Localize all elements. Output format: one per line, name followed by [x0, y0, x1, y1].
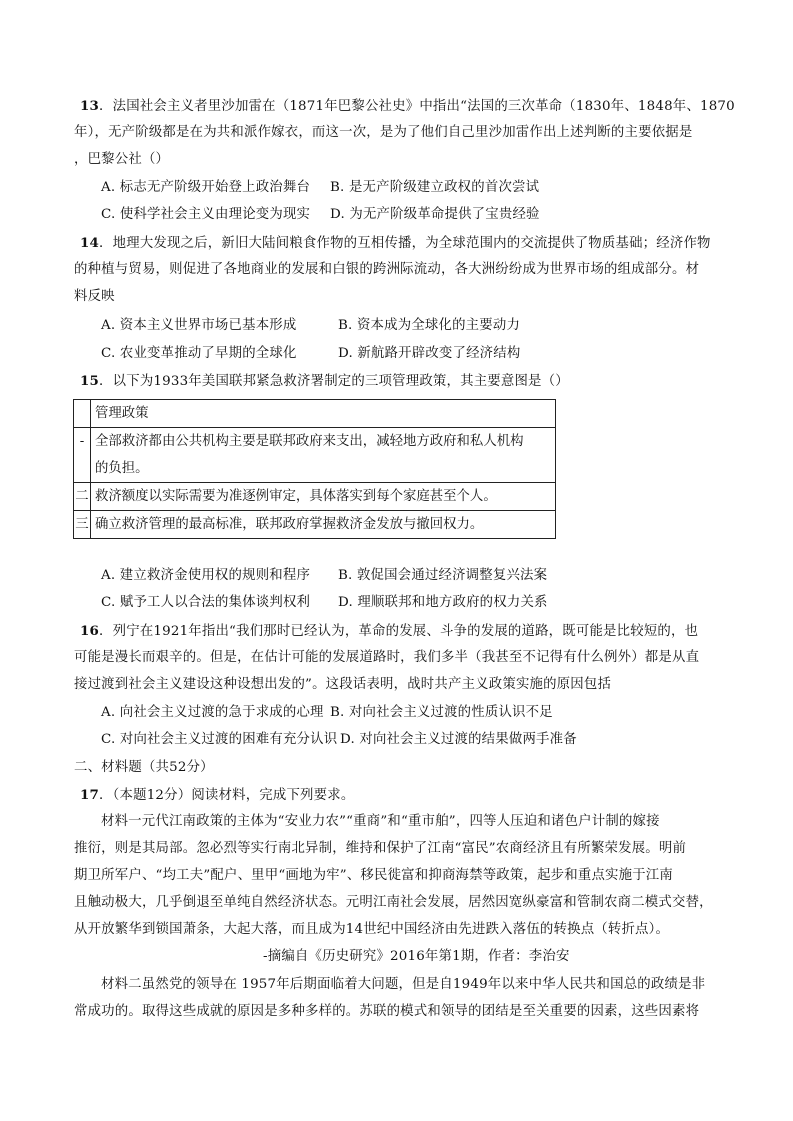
q16-line-2: 可能是漫长而艰辛的。但是，在估计可能的发展道路时，我们多半（我甚至不记得有什么例外）都是从直: [74, 650, 700, 665]
q16-option-a: A. 向社会主义过渡的急于求成的心理: [101, 705, 324, 720]
table-row-text: 救济额度以实际需要为准逐例审定，具体落实到每个家庭甚至个人。: [91, 483, 556, 511]
table-row-index: 三: [74, 511, 91, 539]
material-2-line-2: 常成功的。取得这些成就的原因是多种多样的。苏联的模式和领导的团结是至关重要的因素，这些因素将: [74, 1004, 700, 1019]
q13-option-d: D. 为无产阶级革命提供了宝贵经验: [330, 207, 540, 222]
q16-option-c: C. 对向社会主义过渡的困难有充分认识: [101, 732, 338, 747]
table-row-text: 全部救济都由公共机构主要是联邦政府来支出，减轻地方政府和私人机构 的负担。: [91, 428, 556, 483]
material-2-line-1: 材料二虽然党的领导在 1957年后期面临着大问题，但是自1949年以来中华人民共和国总的政绩是非: [101, 977, 706, 992]
material-1-line-3: 期卫所军户、“均工夫”配户、里甲“画地为牢”、移民徙富和抑商海禁等政策，起步和重点实施于江南: [74, 868, 673, 883]
q16-option-b: B. 对向社会主义过渡的性质认识不足: [330, 705, 553, 720]
table-row: [74, 483, 556, 511]
q14-option-b: B. 资本成为全球化的主要动力: [338, 318, 521, 333]
q15-option-a: A. 建立救济金使用权的规则和程序: [101, 568, 311, 583]
table-header-label: 管理政策: [91, 400, 556, 428]
q14-number: 14: [80, 235, 100, 251]
section-2-title: 二、材料题（共52分）: [74, 760, 214, 775]
material-1-line-4: 且触动极大，几乎倒退至单纯自然经济状态。元明江南社会发展，居然因宽纵豪富和管制农商二模式交替，: [74, 895, 713, 910]
table-row-index: 二: [74, 483, 91, 511]
policy-table: [73, 399, 556, 539]
table-header-index: [74, 400, 91, 428]
q14-line-1: 14．地理大发现之后，新旧大陆间粮食作物的互相传播，为全球范围内的交流提供了物质基础；经济作物: [80, 235, 711, 251]
q15-option-c: C. 赋予工人以合法的集体谈判权利: [101, 595, 311, 610]
q16-number: 16: [80, 623, 100, 639]
q14-line-2: 的种植与贸易，则促进了各地商业的发展和白银的跨洲际流动，各大洲纷纷成为世界市场的组成部分。材: [74, 262, 700, 277]
material-1-line-2: 推衍，则是其局部。忽必烈等实行南北异制，维持和保护了江南“富民”农商经济且有所繁荣发展。明前: [74, 841, 687, 856]
q15-option-d: D. 理顺联邦和地方政府的权力关系: [338, 595, 548, 610]
q13-line-2: 年），无产阶级都是在为共和派作嫁衣，而这一次，是为了他们自己里沙加雷作出上述判断的主要依据是: [74, 125, 693, 140]
q13-number: 13: [80, 98, 100, 114]
table-header-row: [74, 400, 556, 428]
q14-option-c: C. 农业变革推动了早期的全球化: [101, 346, 297, 361]
q17-number: 17: [80, 787, 100, 803]
q16-line-1: 16．列宁在1921年指出“我们那时已经认为，革命的发展、斗争的发展的道路，既可能是比较短的，也: [80, 623, 699, 639]
q15-line-1: 15．以下为1933年美国联邦紧急救济署制定的三项管理政策，其主要意图是（）: [80, 373, 569, 389]
q16-option-d: D. 对向社会主义过渡的结果做两手准备: [340, 732, 577, 747]
table-row-text: 确立救济管理的最高标准，联邦政府掌握救济金发放与撤回权力。: [91, 511, 556, 539]
q13-line-3: ，巴黎公社（）: [74, 152, 170, 167]
material-1-line-5: 从开放繁华到锁国萧条，大起大落，而且成为14世纪中国经济由先进跌入落伍的转换点（转折点）。: [74, 922, 670, 937]
q16-line-3: 接过渡到社会主义建设这种设想出发的”。这段话表明，战时共产主义政策实施的原因包括: [74, 677, 612, 692]
q15-option-b: B. 敦促国会通过经济调整复兴法案: [338, 568, 548, 583]
q13-option-a: A. 标志无产阶级开始登上政治舞台: [101, 180, 311, 195]
material-1-source: -摘编自《历史研究》2016年第1期，作者：李治安: [263, 949, 570, 964]
table-row-index: -: [74, 428, 91, 483]
q15-number: 15: [80, 373, 100, 389]
material-1-line-1: 材料一元代江南政策的主体为“安业力农”“重商”和“重市舶”，四等人压迫和诸色户计制的嫁接: [101, 814, 660, 829]
q17-intro: 17．（本题12分）阅读材料，完成下列要求。: [80, 787, 355, 803]
table-row: [74, 511, 556, 539]
q14-line-3: 料反映: [74, 289, 115, 304]
q14-option-a: A. 资本主义世界市场已基本形成: [101, 318, 297, 333]
q14-option-d: D. 新航路开辟改变了经济结构: [338, 346, 521, 361]
q13-option-b: B. 是无产阶级建立政权的首次尝试: [330, 180, 540, 195]
q13-option-c: C. 使科学社会主义由理论变为现实: [101, 207, 311, 222]
table-row: [74, 428, 556, 483]
q13-line-1: 13．法国社会主义者里沙加雷在（1871年巴黎公社史》中指出“法国的三次革命（1830年、1848年、1870: [80, 98, 735, 114]
